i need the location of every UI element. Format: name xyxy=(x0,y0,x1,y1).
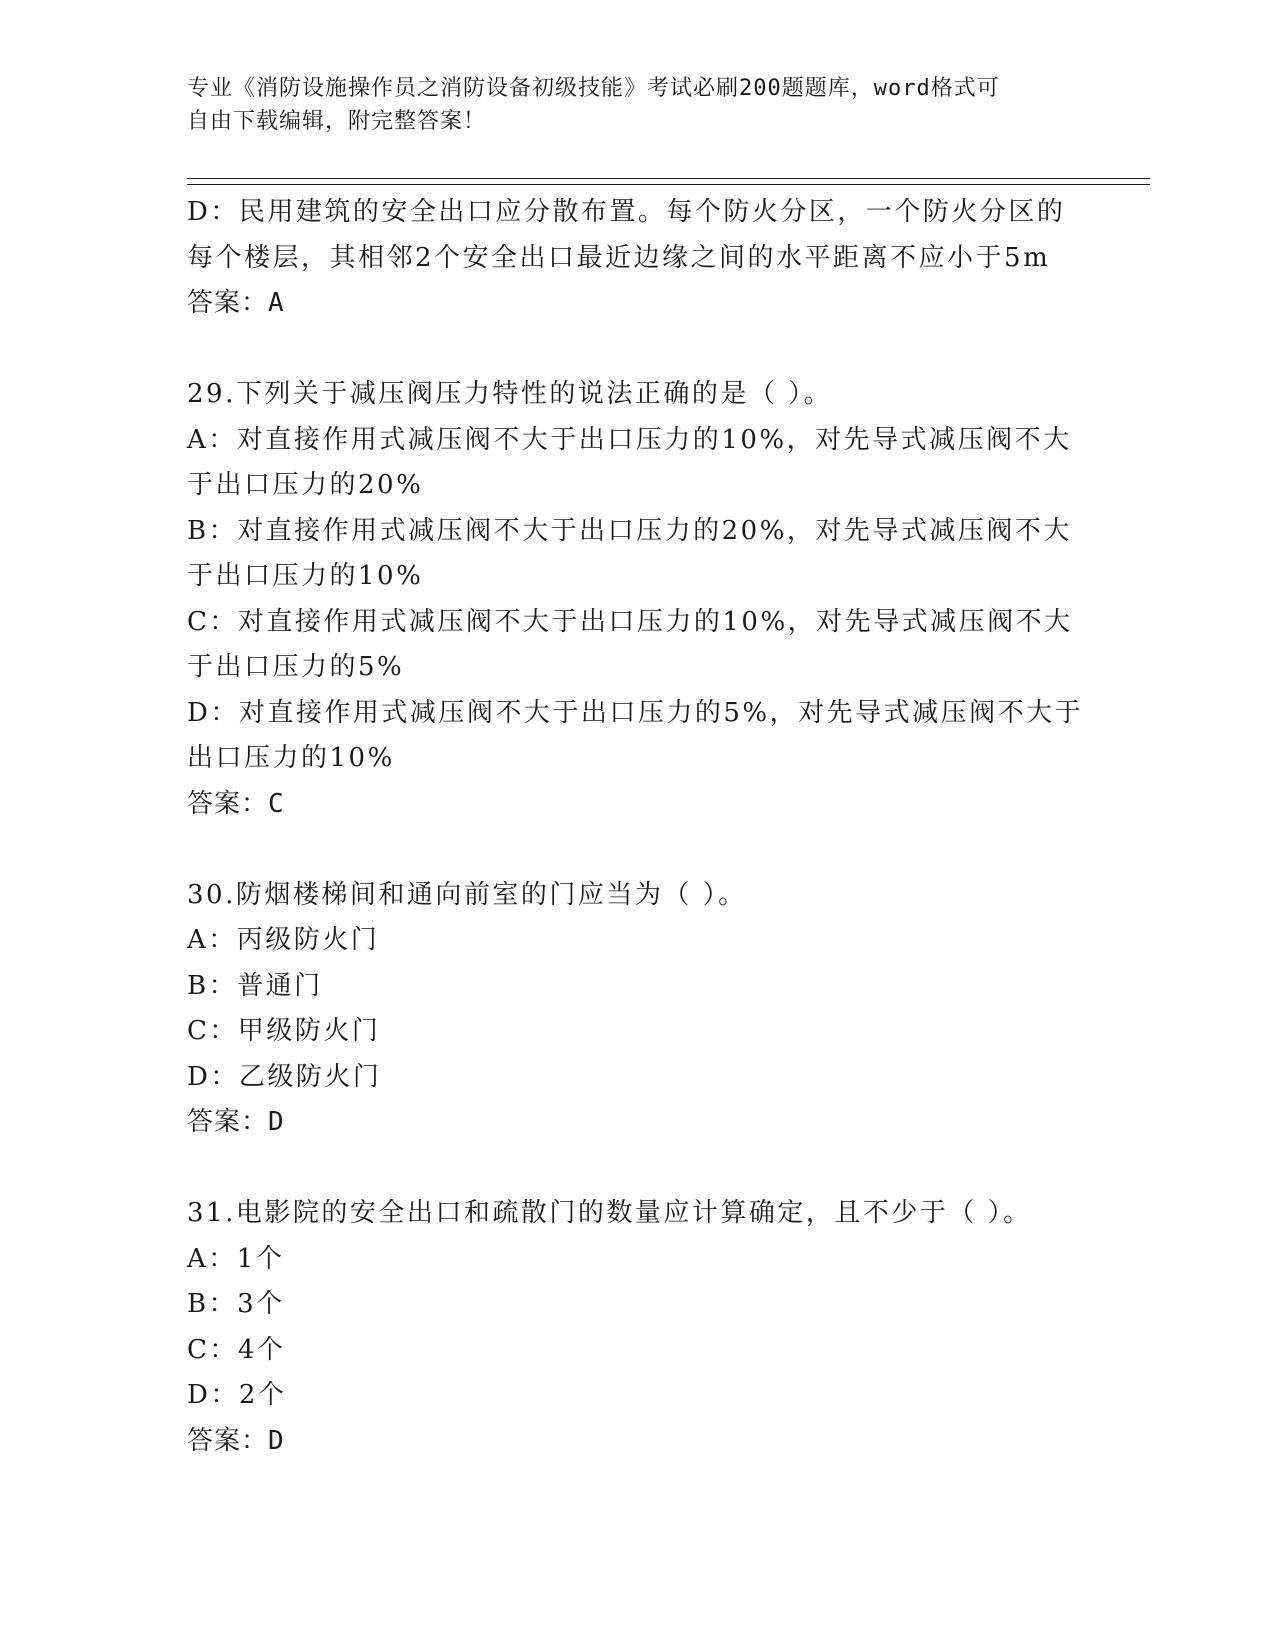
option-c-line-2: 于出口压力的5% xyxy=(187,652,405,682)
question-content xyxy=(187,190,1107,1464)
option-d: D：2个 xyxy=(187,1380,287,1410)
header-title-line-1: 专业《消防设施操作员之消防设备初级技能》考试必刷200题题库，word格式可 xyxy=(187,76,1000,101)
spacer xyxy=(187,327,1107,373)
option-d: D：乙级防火门 xyxy=(187,1061,382,1092)
spacer xyxy=(187,1146,1107,1192)
header-divider-top xyxy=(187,178,1150,179)
question-28-tail xyxy=(187,190,1107,327)
spacer xyxy=(187,827,1107,873)
option-b: B：普通门 xyxy=(187,970,323,1001)
answer: 答案：A xyxy=(187,288,285,318)
option-a: A：1个 xyxy=(187,1243,285,1274)
question-text: 30.防烟楼梯间和通向前室的门应当为（ ）。 xyxy=(187,879,747,910)
question-29 xyxy=(187,372,1107,827)
option-d-line-1: D：对直接作用式减压阀不大于出口压力的5%，对先导式减压阀不大于 xyxy=(187,697,1084,728)
option-a: A：丙级防火门 xyxy=(187,925,380,955)
question-text: 31.电影院的安全出口和疏散门的数量应计算确定，且不少于（ ）。 xyxy=(187,1198,1032,1228)
question-31 xyxy=(187,1191,1107,1464)
option-b: B：3个 xyxy=(187,1289,285,1319)
question-30 xyxy=(187,873,1107,1146)
answer: 答案：D xyxy=(187,1425,285,1456)
answer: 答案：C xyxy=(187,788,285,819)
option-d-line-1: D：民用建筑的安全出口应分散布置。每个防火分区，一个防火分区的 xyxy=(187,197,1066,227)
option-a-line-2: 于出口压力的20% xyxy=(187,470,424,500)
page-header xyxy=(187,72,1067,138)
option-b-line-2: 于出口压力的10% xyxy=(187,561,424,591)
header-divider-bottom xyxy=(187,184,1150,185)
header-title-line-2: 自由下载编辑，附完整答案！ xyxy=(187,109,487,134)
option-a-line-1: A：对直接作用式减压阀不大于出口压力的10%，对先导式减压阀不大 xyxy=(187,424,1072,455)
option-b-line-1: B：对直接作用式减压阀不大于出口压力的20%，对先导式减压阀不大 xyxy=(187,515,1072,546)
option-d-line-2: 每个楼层，其相邻2个安全出口最近边缘之间的水平距离不应小于5m xyxy=(187,242,1051,273)
option-d-line-2: 出口压力的10% xyxy=(187,743,395,773)
answer: 答案：D xyxy=(187,1107,285,1137)
question-text: 29.下列关于减压阀压力特性的说法正确的是（ ）。 xyxy=(187,379,833,409)
option-c: C：甲级防火门 xyxy=(187,1016,381,1046)
option-c-line-1: C：对直接作用式减压阀不大于出口压力的10%，对先导式减压阀不大 xyxy=(187,606,1073,637)
option-c: C：4个 xyxy=(187,1334,286,1365)
